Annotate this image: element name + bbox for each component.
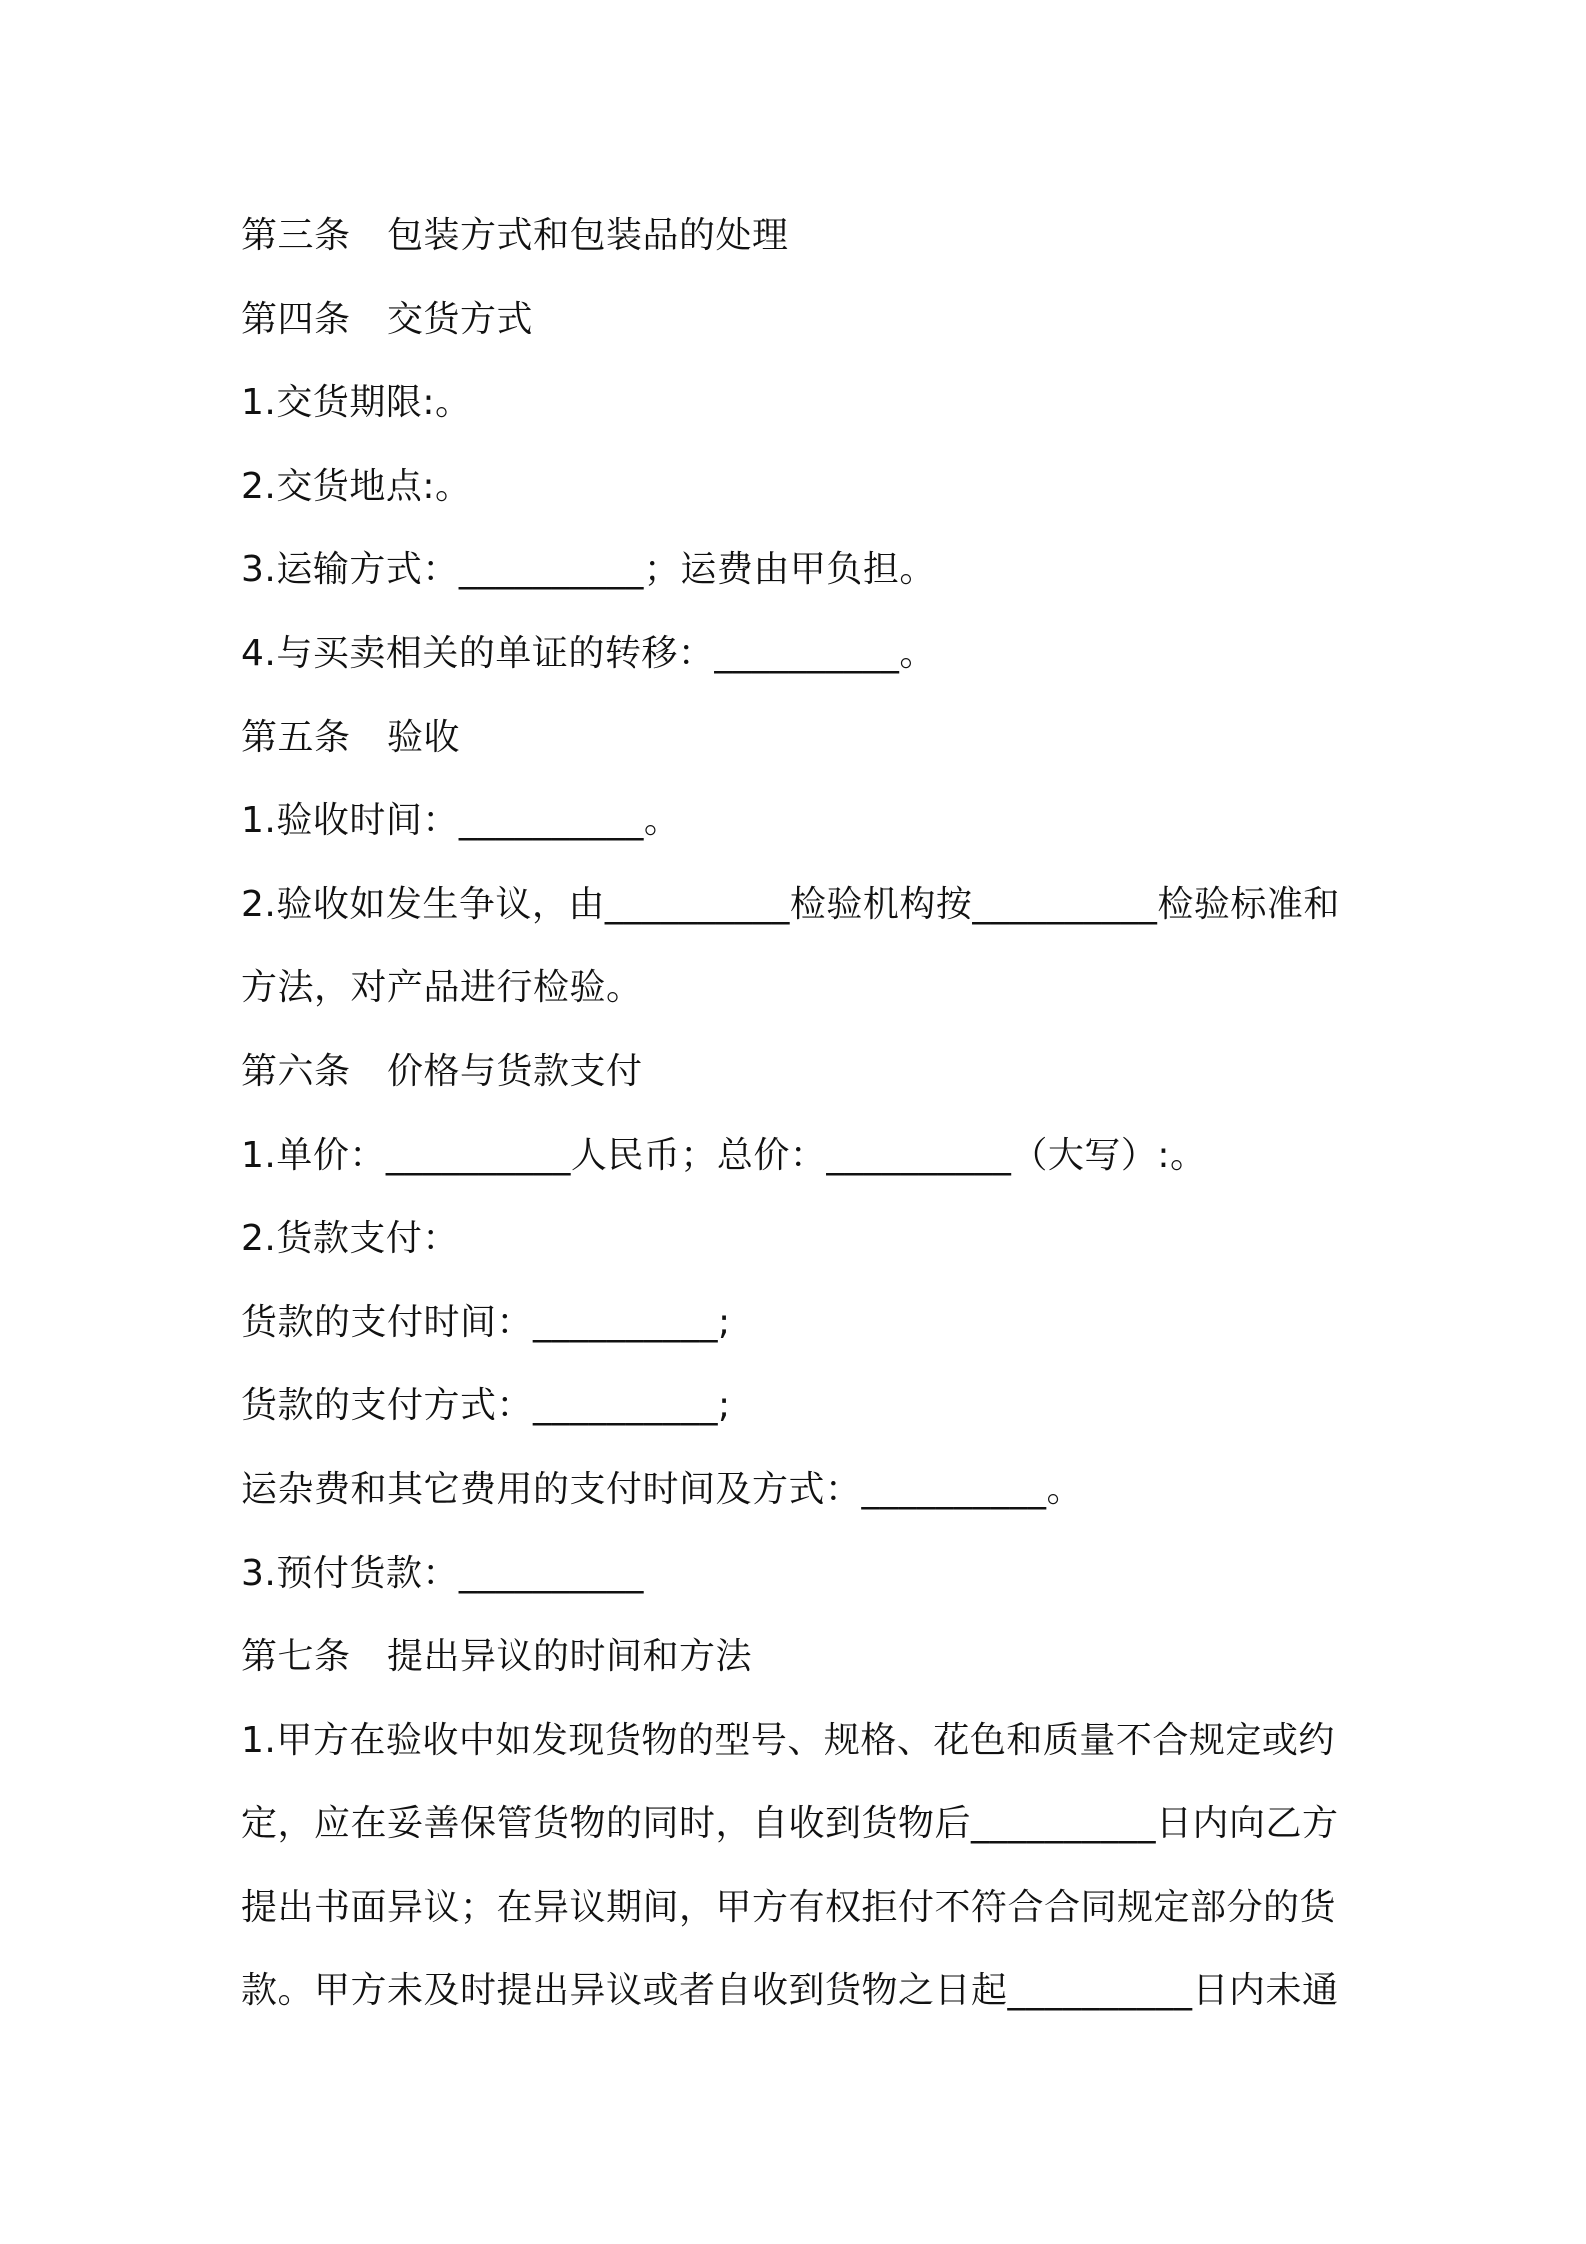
article-5-heading: 第五条 验收 bbox=[241, 716, 461, 758]
delivery-deadline-line: 1.交货期限:。 bbox=[241, 382, 472, 424]
misc-fees-line: 运杂费和其它费用的支付时间及方式：__________。 bbox=[241, 1468, 1084, 1510]
document-body bbox=[241, 194, 1361, 2033]
inspection-dispute-line-cont: 方法，对产品进行检验。 bbox=[241, 967, 643, 1009]
transport-method-line: 3.运输方式：__________；运费由甲负担。 bbox=[241, 549, 936, 591]
unit-price-line: 1.单价：__________人民币；总价：__________（大写）:。 bbox=[241, 1134, 1207, 1176]
inspection-dispute-line: 2.验收如发生争议，由__________检验机构按__________检验标准和 bbox=[241, 883, 1340, 925]
article-7-heading: 第七条 提出异议的时间和方法 bbox=[241, 1636, 753, 1678]
objection-paragraph-line-4: 款。甲方未及时提出异议或者自收到货物之日起__________日内未通 bbox=[241, 1970, 1339, 2012]
objection-paragraph-line-3: 提出书面异议；在异议期间，甲方有权拒付不符合合同规定部分的货 bbox=[241, 1886, 1337, 1928]
payment-method-line: 货款的支付方式：__________; bbox=[241, 1385, 731, 1427]
prepayment-line: 3.预付货款：__________ bbox=[241, 1552, 644, 1594]
payment-time-line: 货款的支付时间：__________; bbox=[241, 1301, 731, 1343]
article-6-heading: 第六条 价格与货款支付 bbox=[241, 1050, 643, 1092]
payment-heading-line: 2.货款支付： bbox=[241, 1218, 459, 1260]
article-3-heading: 第三条 包装方式和包装品的处理 bbox=[241, 215, 789, 256]
article-4-heading: 第四条 交货方式 bbox=[241, 298, 534, 340]
delivery-location-line: 2.交货地点:。 bbox=[241, 465, 472, 507]
document-transfer-line: 4.与买卖相关的单证的转移：__________。 bbox=[241, 632, 936, 674]
inspection-time-line: 1.验收时间：__________。 bbox=[241, 800, 681, 842]
objection-paragraph-line-2: 定，应在妥善保管货物的同时，自收到货物后__________日内向乙方 bbox=[241, 1803, 1339, 1845]
objection-paragraph-line-1: 1.甲方在验收中如发现货物的型号、规格、花色和质量不合规定或约 bbox=[241, 1719, 1335, 1761]
